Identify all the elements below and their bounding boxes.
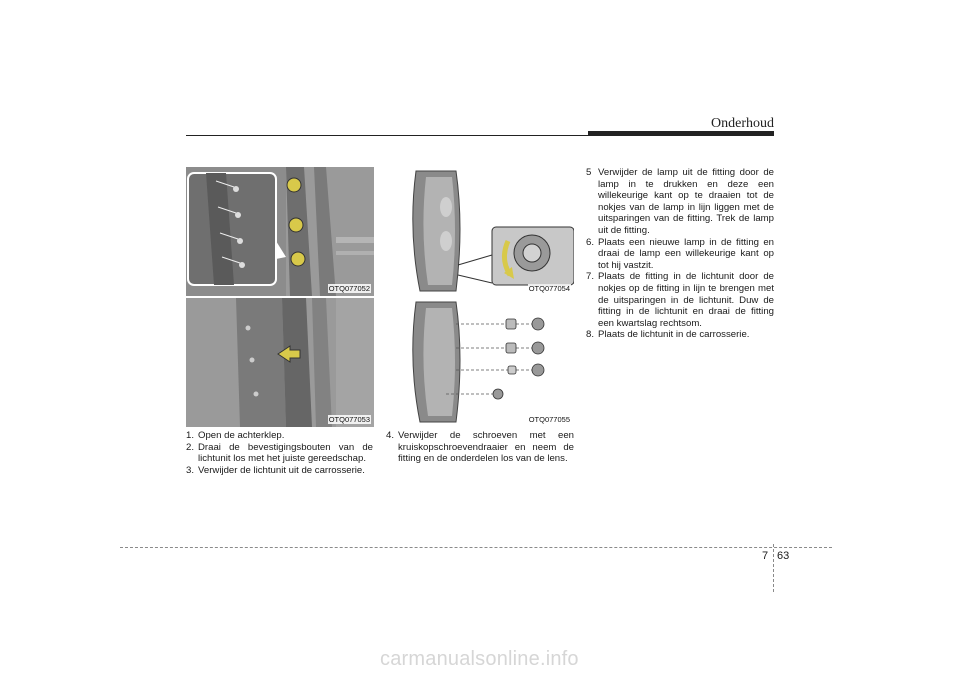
step-text: Verwijder de lamp uit de fitting door de lamp in te drukken en deze een willekeurige kant op te draaien tot de nokjes van de lamp in lijn liggen met de uitsparingen van de fitting. Trek de lamp uit de fitting. bbox=[598, 167, 774, 236]
step-4 bbox=[386, 430, 574, 465]
step-text: Verwijder de schroeven met een kruiskopschroevendraaier en neem de fitting en de onderdelen los van de lens. bbox=[398, 430, 574, 465]
step-number: 4. bbox=[386, 430, 395, 441]
step-number: 2. bbox=[186, 441, 195, 453]
watermark: carmanualsonline.info bbox=[380, 648, 579, 670]
footer-rule bbox=[120, 547, 832, 548]
step-number: 6. bbox=[586, 236, 595, 248]
figure-bulb-exploded bbox=[386, 298, 574, 427]
step-7 bbox=[586, 271, 774, 329]
step-number: 7. bbox=[586, 271, 595, 283]
step-6 bbox=[586, 237, 774, 272]
step-number: 8. bbox=[586, 329, 595, 341]
step-number: 1. bbox=[186, 430, 195, 441]
step-5 bbox=[586, 167, 774, 237]
page-number: 63 bbox=[777, 550, 790, 562]
step-text: Draai de bevestigingsbouten van de lichtunit los met het juiste gereedschap. bbox=[198, 441, 373, 465]
step-text: Open de achterklep. bbox=[198, 430, 285, 441]
step-number: 5 bbox=[586, 167, 592, 178]
figure-bulb-socket bbox=[386, 167, 574, 296]
figure-tail-lamp-removal bbox=[186, 298, 374, 427]
header-rule-thick bbox=[588, 131, 774, 136]
step-text: Verwijder de lichtunit uit de carrosserie. bbox=[198, 464, 365, 476]
step-number: 3. bbox=[186, 464, 195, 476]
chapter-number: 7 bbox=[762, 550, 769, 562]
step-text: Plaats de lichtunit in de carrosserie. bbox=[598, 329, 750, 341]
section-title: Onderhoud bbox=[711, 116, 774, 131]
footer-divider bbox=[773, 544, 774, 592]
step-2 bbox=[186, 442, 373, 465]
figure-code: OTQ077053 bbox=[328, 415, 370, 424]
step-text: Plaats de fitting in de lichtunit door de nokjes op de fitting in lijn te brengen met de uitsparingen in de lichtunit. Duw de fitting in de lichtunit en draai de fitting een kwartslag rechtsom. bbox=[598, 271, 774, 329]
step-3 bbox=[186, 465, 373, 477]
header-rule-thin bbox=[186, 135, 588, 136]
steps-left bbox=[186, 430, 373, 476]
figure-tail-lamp-bolts bbox=[186, 167, 374, 296]
figure-code: OTQ077055 bbox=[528, 415, 570, 424]
figure-code: OTQ077054 bbox=[528, 284, 570, 293]
step-1 bbox=[186, 430, 373, 442]
steps-middle bbox=[386, 430, 574, 465]
steps-right bbox=[586, 167, 774, 341]
step-text: Plaats een nieuwe lamp in de fitting en draai de lamp een willekeurige kant op tot hij vastzit. bbox=[598, 236, 774, 271]
figure-code: OTQ077052 bbox=[328, 284, 370, 293]
step-8 bbox=[586, 329, 774, 341]
